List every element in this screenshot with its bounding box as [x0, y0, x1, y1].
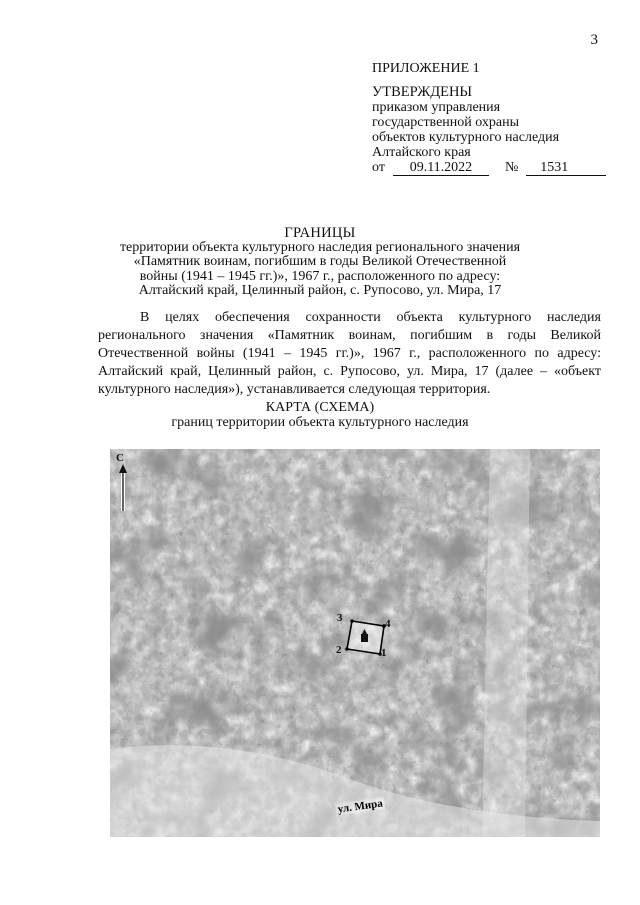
heading-line: Алтайский край, Целинный район, с. Рупосово, ул. Мира, 17 — [138, 283, 502, 298]
approval-line: государственной охраны — [372, 115, 520, 130]
order-row — [372, 160, 612, 176]
number-sign: № — [504, 160, 519, 175]
order-date: 09.11.2022 — [393, 160, 489, 176]
approved-label: УТВЕРЖДЕНЫ — [372, 84, 473, 100]
map-image — [110, 449, 600, 837]
boundary-point-label: 4 — [385, 618, 391, 630]
date-prefix: от — [372, 160, 385, 175]
boundary-point-label: 3 — [337, 612, 343, 624]
document-heading — [80, 226, 560, 299]
heading-line: территории объекта культурного наследия регионального значения — [119, 239, 521, 255]
body-paragraph: В целях обеспечения сохранности объекта культурного наследия регионального значения «Памятник воинам, погибшим в годы Великой Отечественной войны (1941 – 1945 гг.)», 1967 г., расположенного по адресу: Алтайский край, Целинный район, с. Рупосово, ул. Мира, 17 (далее – «объект культурного наследия»), устанавливается следующая территория. — [98, 310, 601, 397]
map-title: КАРТА (СХЕМА) — [265, 400, 375, 415]
site-map — [110, 449, 600, 837]
map-caption — [80, 400, 560, 430]
approval-block — [372, 61, 612, 176]
map-subtitle: границ территории объекта культурного наследия — [171, 415, 469, 430]
approval-line: объектов культурного наследия — [372, 130, 560, 145]
road-area — [482, 449, 530, 837]
approval-line: Алтайского края — [372, 145, 471, 160]
boundary-point-label: 1 — [381, 647, 387, 659]
boundary-point-label: 2 — [336, 644, 342, 656]
page-number: 3 — [590, 32, 598, 48]
appendix-label: ПРИЛОЖЕНИЕ 1 — [372, 61, 480, 76]
heading-line: «Памятник воинам, погибшим в годы Великой Отечественной — [133, 254, 507, 269]
order-number: 1531 — [526, 160, 606, 176]
north-label: С — [116, 452, 124, 464]
heading-line: войны (1941 – 1945 гг.)», 1967 г., расположенного по адресу: — [139, 268, 501, 284]
street-label: ул. Мира — [336, 797, 384, 816]
heading-title: ГРАНИЦЫ — [284, 225, 356, 241]
approval-line: приказом управления — [372, 100, 501, 115]
